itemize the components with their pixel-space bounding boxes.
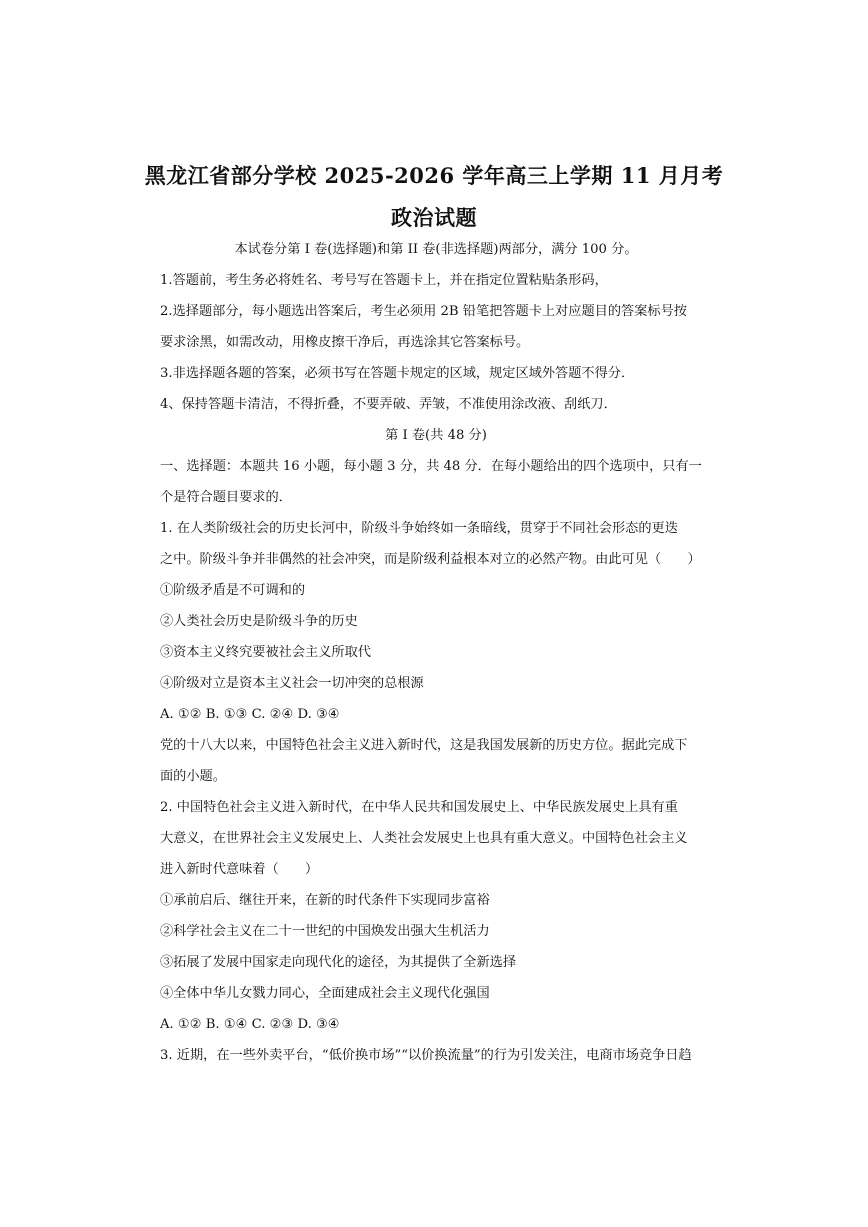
question-2-stem-line-1: 2. 中国特色社会主义进入新时代，在中华人民共和国发展史上、中华民族发展史上具有重 bbox=[160, 800, 678, 815]
question-1-answer-choices: A. ①② B. ①③ C. ②④ D. ③④ bbox=[160, 707, 340, 722]
question-2-answer-choices: A. ①② B. ①④ C. ②③ D. ③④ bbox=[160, 1017, 340, 1032]
question-2-stem-line-2: 大意义，在世界社会主义发展史上、人类社会发展史上也具有重大意义。中国特色社会主义 bbox=[160, 831, 688, 846]
question-1-stem-line-2: 之中。阶级斗争并非偶然的社会冲突，而是阶级利益根本对立的必然产物。由此可见（ ） bbox=[160, 552, 701, 567]
question-1-option-3: ③资本主义终究要被社会主义所取代 bbox=[160, 645, 371, 660]
question-1-stem-line-1: 1. 在人类阶级社会的历史长河中，阶级斗争始终如一条暗线，贯穿于不同社会形态的更迭 bbox=[160, 521, 678, 536]
section-heading: 第 I 卷(共 48 分) bbox=[385, 428, 487, 443]
question-2-option-1: ①承前启后、继往开来，在新的时代条件下实现同步富裕 bbox=[160, 893, 490, 908]
exam-subject-title: 政治试题 bbox=[391, 205, 477, 230]
instruction-item-3: 3.非选择题各题的答案，必须书写在答题卡规定的区域，规定区域外答题不得分． bbox=[160, 366, 635, 381]
question-1-option-4: ④阶级对立是资本主义社会一切冲突的总根源 bbox=[160, 676, 424, 691]
instruction-item-1: 1.答题前，考生务必将姓名、考号写在答题卡上，并在指定位置粘贴条形码， bbox=[160, 273, 608, 288]
instruction-item-2-line-1: 2.选择题部分，每小题选出答案后，考生必须用 2B 铅笔把答题卡上对应题目的答案标号按 bbox=[160, 304, 687, 319]
question-2-option-3: ③拓展了发展中国家走向现代化的途径，为其提供了全新选择 bbox=[160, 955, 517, 970]
question-2-stem-line-3: 进入新时代意味着（ ） bbox=[160, 862, 319, 877]
question-2-option-4: ④全体中华儿女戮力同心，全面建成社会主义现代化强国 bbox=[160, 986, 490, 1001]
passage-line-1: 党的十八大以来，中国特色社会主义进入新时代，这是我国发展新的历史方位。据此完成下 bbox=[160, 738, 688, 753]
section-description-line-2: 个是符合题目要求的． bbox=[160, 490, 292, 505]
question-1-option-1: ①阶级矛盾是不可调和的 bbox=[160, 583, 306, 598]
instruction-item-2-line-2: 要求涂黑，如需改动，用橡皮擦干净后，再选涂其它答案标号。 bbox=[160, 335, 530, 350]
instruction-item-4: 4、保持答题卡清洁，不得折叠，不要弄破、弄皱，不准使用涂改液、刮纸刀． bbox=[160, 397, 617, 412]
section-description-line-1: 一、选择题：本题共 16 小题，每小题 3 分，共 48 分．在每小题给出的四个选项中，只有一 bbox=[160, 459, 702, 474]
passage-line-2: 面的小题。 bbox=[160, 769, 226, 784]
question-3-stem-line-1: 3. 近期，在一些外卖平台，“低价换市场”“以价换流量”的行为引发关注，电商市场竞争日趋 bbox=[160, 1048, 692, 1063]
question-2-option-2: ②科学社会主义在二十一世纪的中国焕发出强大生机活力 bbox=[160, 924, 490, 939]
exam-title: 黑龙江省部分学校 2025-2026 学年高三上学期 11 月月考 bbox=[144, 163, 724, 188]
question-1-option-2: ②人类社会历史是阶级斗争的历史 bbox=[160, 614, 358, 629]
instructions-intro: 本试卷分第 I 卷(选择题)和第 II 卷(非选择题)两部分，满分 100 分。 bbox=[234, 242, 638, 257]
